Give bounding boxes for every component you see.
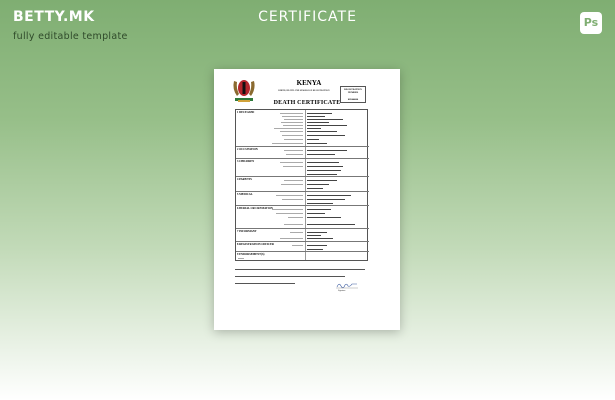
field-value-line: [307, 238, 333, 239]
footer-text-line: [235, 276, 345, 277]
brand-logo[interactable]: BETTY.MK: [13, 9, 95, 25]
field-label-line: [280, 162, 303, 163]
field-label-line: [238, 258, 244, 259]
section-label: 4 PARENTS: [237, 178, 252, 181]
field-value-line: [307, 235, 321, 236]
field-value-line: [307, 128, 321, 129]
field-label-line: [290, 232, 303, 233]
section-label: 2 OCCUPATION: [237, 148, 258, 151]
field-label-line: [282, 116, 303, 117]
section-label: 3 CHILDREN: [237, 160, 255, 163]
field-value-line: [307, 195, 351, 196]
field-label-line: [272, 209, 303, 210]
registration-number-label: REGISTRATION NUMBER: [344, 89, 362, 94]
field-label-line: [281, 184, 303, 185]
brand-tagline: fully editable template: [13, 31, 128, 42]
field-value-line: [307, 213, 325, 214]
field-value-line: [307, 203, 333, 204]
field-label-line: [280, 238, 303, 239]
field-label-line: [283, 125, 303, 126]
field-value-line: [307, 174, 337, 175]
field-label-line: [272, 143, 303, 144]
certificate-title: DEATH CERTIFICATE: [273, 100, 341, 106]
field-label-line: [282, 199, 303, 200]
field-value-line: [307, 224, 355, 225]
field-value-line: [307, 143, 327, 144]
signature-icon: [336, 281, 358, 289]
certificate-document: [214, 69, 400, 330]
section-endorsements: [236, 252, 369, 262]
footer-text-line: [235, 283, 295, 284]
field-label-line: [282, 135, 303, 136]
field-label-line: [280, 113, 303, 114]
field-value-line: [307, 245, 327, 246]
certificate-form: [235, 109, 368, 261]
field-value-line: [307, 232, 327, 233]
field-value-line: [307, 131, 337, 132]
field-label-line: [276, 213, 303, 214]
field-value-line: [307, 113, 332, 114]
field-value-line: [307, 122, 329, 123]
section-label: 9 ENDORSEMENT(S): [237, 253, 265, 256]
section-label: 6 BURIAL OR CREMATION: [237, 207, 273, 210]
field-label-line: [286, 154, 303, 155]
field-value-line: [307, 139, 319, 140]
section-label: 7 INFORMANT: [237, 230, 257, 233]
field-label-line: [284, 139, 303, 140]
field-value-line: [307, 154, 335, 155]
field-value-line: [307, 209, 331, 210]
field-value-line: [307, 119, 343, 120]
field-value-line: [307, 184, 329, 185]
certificate-country: KENYA: [296, 79, 322, 87]
section-registration-officer: [236, 242, 369, 252]
signature-label: Signature: [338, 290, 346, 292]
section-occupation: [236, 147, 369, 159]
field-value-line: [307, 162, 339, 163]
field-label-line: [280, 131, 303, 132]
field-value-line: [307, 188, 323, 189]
field-label-line: [284, 150, 303, 151]
field-value-line: [307, 199, 345, 200]
field-label-line: [284, 224, 303, 225]
field-value-line: [307, 116, 325, 117]
field-value-line: [307, 249, 323, 250]
section-label: 8 REGISTRATION OFFICER: [237, 243, 274, 246]
section-label: 1 DECEASED: [237, 111, 255, 114]
field-value-line: [307, 180, 337, 181]
field-value-line: [307, 150, 347, 151]
field-label-line: [284, 180, 303, 181]
section-label: 5 MEDICAL: [237, 193, 253, 196]
field-label-line: [281, 122, 303, 123]
field-label-line: [274, 128, 303, 129]
field-value-line: [307, 170, 341, 171]
field-label-line: [283, 166, 303, 167]
field-value-line: [307, 217, 341, 218]
photoshop-icon: Ps: [580, 12, 602, 34]
page-title: CERTIFICATE: [258, 9, 357, 25]
field-value-line: [307, 135, 345, 136]
field-label-line: [292, 245, 303, 246]
registration-number-value: KE000000: [347, 99, 359, 101]
field-value-line: [307, 125, 347, 126]
field-label-line: [288, 217, 303, 218]
field-value-line: [307, 166, 343, 167]
certificate-subtitle: BIRTH, DEATH AND MARRIAGE REGISTRATION: [278, 90, 330, 92]
footer-text-line: [235, 269, 365, 270]
field-label-line: [284, 119, 303, 120]
field-label-line: [276, 195, 303, 196]
section-informant: [236, 229, 369, 242]
